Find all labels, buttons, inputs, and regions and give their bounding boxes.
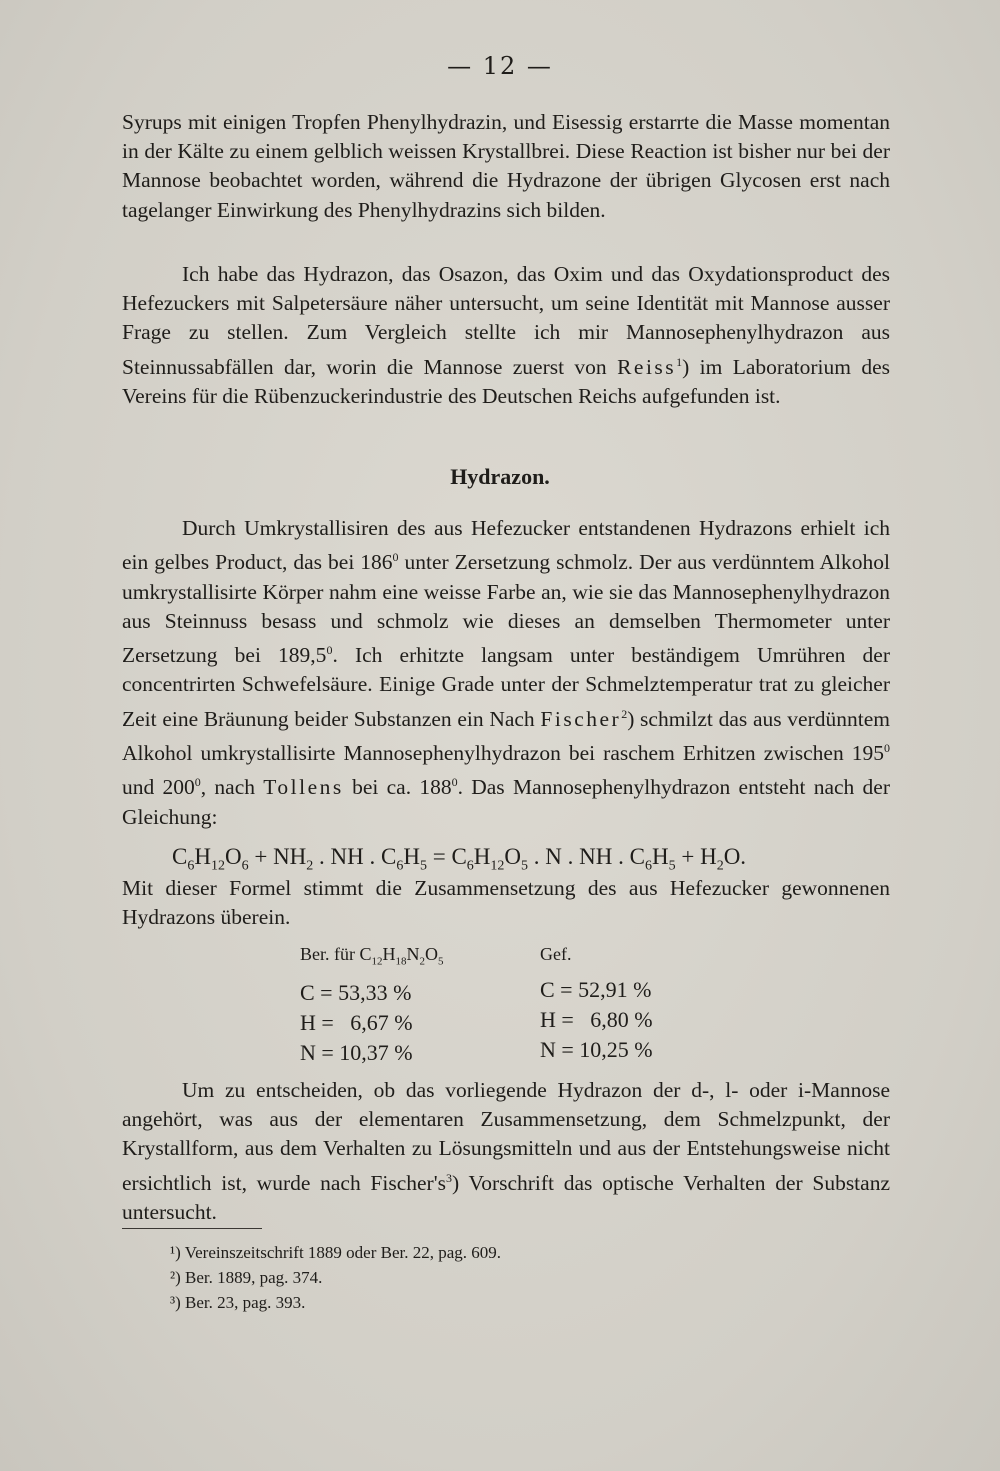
degree-mark: 0 xyxy=(326,642,333,657)
paragraph-after-formula xyxy=(122,874,890,932)
calculated-column xyxy=(300,944,444,1068)
degree-mark: 0 xyxy=(392,550,399,565)
footnote-ref-3: 3 xyxy=(445,1170,452,1185)
p3-part5: und 200 xyxy=(122,775,195,800)
paragraph-2-after: ) im Laboratorium des Vereins für die Rübenzuckerindustrie des Deutschen Reichs aufgefunden ist. xyxy=(122,354,890,408)
p3-part8: . Das Mannosephenylhydrazon entsteht nach der Gleichung: xyxy=(122,775,891,829)
author-reiss: Reiss xyxy=(617,354,677,379)
paragraph-1 xyxy=(122,108,890,225)
p4-after: ) Vorschrift das optische Verhalten der Substanz untersucht. xyxy=(122,1170,890,1224)
p3-part7: bei ca. 188 xyxy=(343,775,452,800)
footnote-3: ³) Ber. 23, pag. 393. xyxy=(170,1293,306,1312)
calc-carbon: C = 53,33 % xyxy=(300,979,412,1005)
footnote-ref-2: 2 xyxy=(621,706,628,721)
footnote-1: ¹) Vereinszeitschrift 1889 oder Ber. 22, pag. 609. xyxy=(170,1243,502,1262)
paragraph-2-before: Ich habe das Hydrazon, das Osazon, das Oxim und das Oxydationsproduct des Hefezuckers mit Salpetersäure näher untersucht, um seine Identität mit Mannose ausser Frage zu stellen. Zum Vergleich stellte ich mir Mannosephenylhydrazon aus Steinnussabfällen dar, worin die Mannose zuerst von xyxy=(122,262,890,379)
calculated-header: Ber. für $C_{12}H_{18}N_2O_5$ xyxy=(300,944,444,968)
p3-part6: , nach xyxy=(200,775,264,800)
footnotes xyxy=(170,1240,501,1315)
degree-mark: 0 xyxy=(194,775,201,790)
found-nitrogen: N = 10,25 % xyxy=(540,1037,653,1062)
p3-part1: Durch Umkrystallisiren des aus Hefezucker entstandenen Hydrazons erhielt ich ein gelbes Product, das bei 186 xyxy=(122,516,890,575)
found-column xyxy=(540,944,653,1065)
footnote-2: ²) Ber. 1889, pag. 374. xyxy=(170,1268,323,1287)
paragraph-after-formula-text: Mit dieser Formel stimmt die Zusammensetzung des aus Hefezucker gewonnenen Hydrazons überein. xyxy=(122,876,890,930)
degree-mark: 0 xyxy=(884,740,890,755)
paragraph-3 xyxy=(122,514,890,832)
p3-part4: ) schmilzt das aus verdünntem Alkohol umkrystallisirte Mannosephenylhydrazon bei raschem Erhitzen zwischen 195 xyxy=(122,706,890,766)
footnote-ref-1: 1 xyxy=(676,354,683,369)
paragraph-4 xyxy=(122,1076,890,1227)
calc-hydrogen: H = 6,67 % xyxy=(300,1009,413,1035)
paragraph-1-text: Syrups mit einigen Tropfen Phenylhydrazin, und Eisessig erstarrte die Masse momentan in der Kälte zu einem gelblich weissen Krystallbrei. Diese Reaction ist bisher nur bei der Mannose beobachtet worden, während die Hydrazone der übrigen Glycosen erst nach tagelanger Einwirkung des Phenylhydrazins sich bilden. xyxy=(122,110,890,222)
p3-part3: . Ich erhitzte langsam unter beständigem Umrühren der concentrirten Schwefelsäure. Einige Grade unter der Schmelztemperatur trat zu gleicher Zeit eine Bräunung beider Substanzen ein Nach xyxy=(122,643,890,731)
found-hydrogen: H = 6,80 % xyxy=(540,1007,653,1032)
author-fischer: Fischer xyxy=(540,706,622,731)
author-tollens: Tollens xyxy=(263,775,344,800)
found-header: Gef. xyxy=(540,944,572,964)
chemical-equation: $C_6H_{12}O_6 + NH_2$ . NH . $C_6H_5 = C_6H_{12}O_5$ . N . NH . $C_6H_5 + H_2O$. xyxy=(172,844,747,874)
footnote-divider xyxy=(122,1228,262,1229)
calc-nitrogen: N = 10,37 % xyxy=(300,1039,413,1065)
section-heading: Hydrazon. xyxy=(450,464,550,489)
p3-part2: unter Zersetzung schmolz. Der aus verdünntem Alkohol umkrystallisirte Körper nahm eine weisse Farbe an, wie sie das Mannosephenylhydrazon aus Steinnuss besass und schmolz wie dieses an demselben Thermometer unter Zersetzung bei 189,5 xyxy=(122,550,890,668)
degree-mark: 0 xyxy=(451,775,458,790)
found-carbon: C = 52,91 % xyxy=(540,977,652,1002)
paragraph-2 xyxy=(122,260,890,411)
page-number: — 12 — xyxy=(447,52,553,80)
p4-before: Um zu entscheiden, ob das vorliegende Hydrazon der d-, l- oder i-Mannose angehört, was aus der elementaren Zusammensetzung, dem Schmelzpunkt, der Krystallform, aus dem Verhalten zu Lösungsmitteln und aus der Entstehungsweise nicht ersichtlich ist, wurde nach Fischer's xyxy=(122,1078,890,1195)
